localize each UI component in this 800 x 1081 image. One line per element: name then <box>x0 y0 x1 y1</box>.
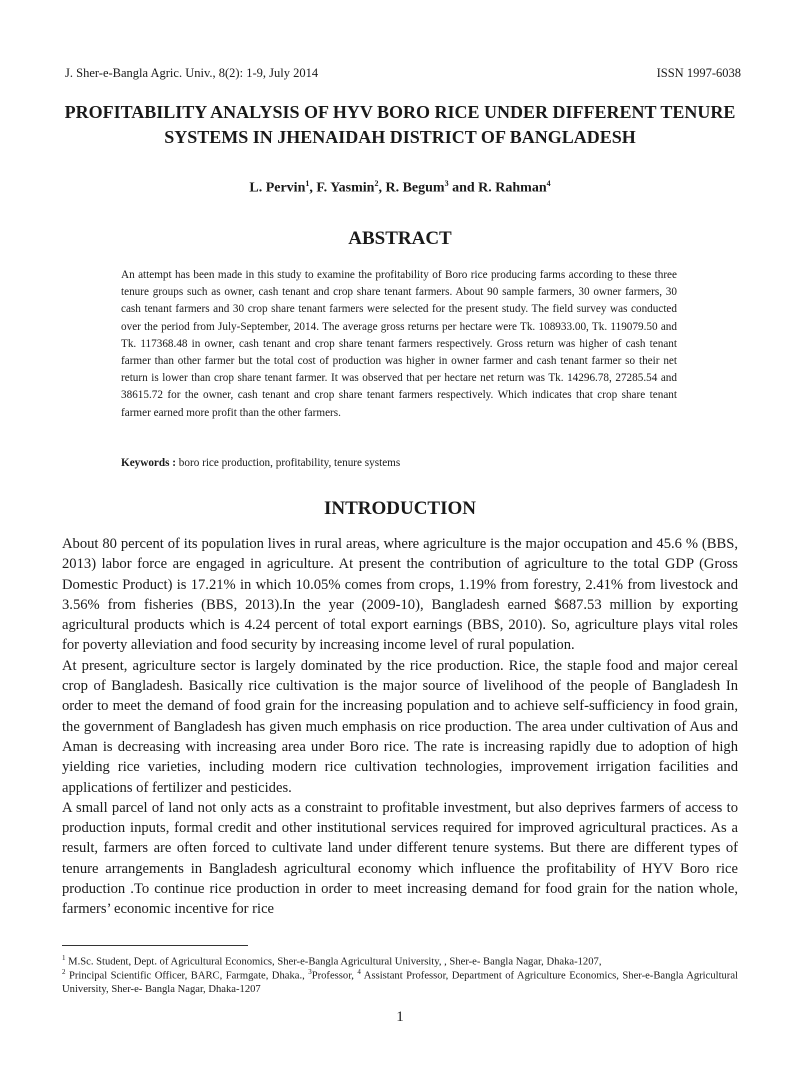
abstract-heading: ABSTRACT <box>348 228 452 249</box>
introduction-body <box>62 534 738 920</box>
author-name: R. Begum <box>385 180 445 196</box>
footnote-rule <box>62 945 248 946</box>
author-list <box>0 179 800 197</box>
author-name: L. Pervin <box>249 180 306 196</box>
keywords <box>121 457 677 469</box>
footnote-2 <box>62 966 738 996</box>
author-name: R. Rahman <box>478 180 547 196</box>
footnote-mark: 2 <box>62 968 66 976</box>
footnote-mark: 1 <box>62 954 66 962</box>
author-separator: , <box>309 180 317 196</box>
footnote-text: Professor, <box>311 970 354 982</box>
body-paragraph: A small parcel of land not only acts as a constraint to profitable investment, but also deprives farmers of access to production inputs, formal credit and other institutional services required for improved agricultural practices. As a result, farmers are often forced to cultivate land under different tenure systems. But there are different types of tenure arrangements in Bangladesh agricultural economy which influence the profitability of HYV Boro rice production .To continue rice production in order to meet increasing demand for food grain for the nation whole, farmers’ economic incentive for rice <box>62 799 738 918</box>
paper-title: PROFITABILITY ANALYSIS OF HYV BORO RICE UNDER DIFFERENT TENURE SYSTEMS IN JHENAIDAH DISTRICT OF BANGLADESH <box>64 102 736 147</box>
footnote-mark: 4 <box>357 968 361 976</box>
introduction-heading: INTRODUCTION <box>323 498 477 519</box>
author-separator: and <box>448 180 479 196</box>
author-name: F. Yasmin <box>316 180 375 196</box>
abstract-text: An attempt has been made in this study to examine the profitability of Boro rice producing farms according to these three tenure groups such as owner, cash tenant and crop share tenant farmers. About 90 sample farmers, 30 owner farmers, 30 cash tenant farmers and 30 crop share tenant farmers were selected for the present study. The field survey was conducted over the period from July-September, 2014. The average gross returns per hectare were Tk. 108933.00, Tk. 119079.50 and Tk. 117368.48 in owner, cash tenant and crop share tenant farmers respectively. Gross return was higher of cash tenant farmer than other farmer but the total cost of production was higher in owner farmer and cash tenant farmer so their net return is lower than crop share tenant farmer. It was observed that per hectare net return was Tk. 14296.78, 27285.54 and 38615.72 for the owner, cash tenant and crop share tenant farmers respectively. Which indicates that crop share tenant farmer earned more profit than the other farmers. <box>121 269 677 419</box>
footnote-mark: 3 <box>308 968 312 976</box>
author-affiliation-mark: 2 <box>374 179 379 188</box>
page-number: 1 <box>396 1009 404 1025</box>
body-paragraph: At present, agriculture sector is largely dominated by the rice production. Rice, the staple food and major cereal crop of Bangladesh. Basically rice cultivation is the major source of livelihood of the people of Bangladesh In order to meet the demand of food grain for the increasing population and to achieve self-sufficiency in food grain, the government of Bangladesh has given much emphasis on rice production. The area under cultivation of Aus and Aman is decreasing with increasing area under Boro rice. The rate is increasing rapidly due to adoption of high yielding rice varieties, including modern rice cultivation technologies, improvement irrigation facilities and applications of fertilizer and pesticides. <box>62 657 738 796</box>
footnote-text: Assistant Professor, Department of Agriculture Economics, Sher-e-Bangla Agricultural University, Sher-e- Bangla Nagar, Dhaka-1207 <box>62 970 738 995</box>
keywords-list: boro rice production, profitability, tenure systems <box>178 457 401 469</box>
author-separator: , <box>378 180 386 196</box>
author-affiliation-mark: 1 <box>305 179 310 188</box>
journal-citation: J. Sher-e-Bangla Agric. Univ., 8(2): 1-9, July 2014 <box>65 66 319 80</box>
body-paragraph: About 80 percent of its population lives in rural areas, where agriculture is the major occupation and 45.6 % (BBS, 2013) labor force are engaged in agriculture. At present the contribution of agriculture to the total GDP (Gross Domestic Product) is 17.21% in which 10.05% comes from crops, 1.19% from forestry, 2.41% from livestock and 3.56% from fisheries (BBS, 2013).In the year (2009-10), Bangladesh earned $687.53 million by exporting agricultural products which is 4.24 percent of total export earnings (BBS, 2010). So, agriculture plays vital roles for poverty alleviation and food security by increasing income level of rural population. <box>62 536 738 654</box>
footnote-text: Principal Scientific Officer, BARC, Farmgate, Dhaka., <box>68 970 305 982</box>
author-affiliation-mark: 3 <box>444 179 449 188</box>
footnote-text: M.Sc. Student, Dept. of Agricultural Economics, Sher-e-Bangla Agricultural University, , Sher-e- Bangla Nagar, Dhaka-1207, <box>68 956 602 968</box>
issn: ISSN 1997-6038 <box>656 66 741 80</box>
author-affiliation-mark: 4 <box>546 179 551 188</box>
keywords-label: Keywords : <box>121 457 176 469</box>
